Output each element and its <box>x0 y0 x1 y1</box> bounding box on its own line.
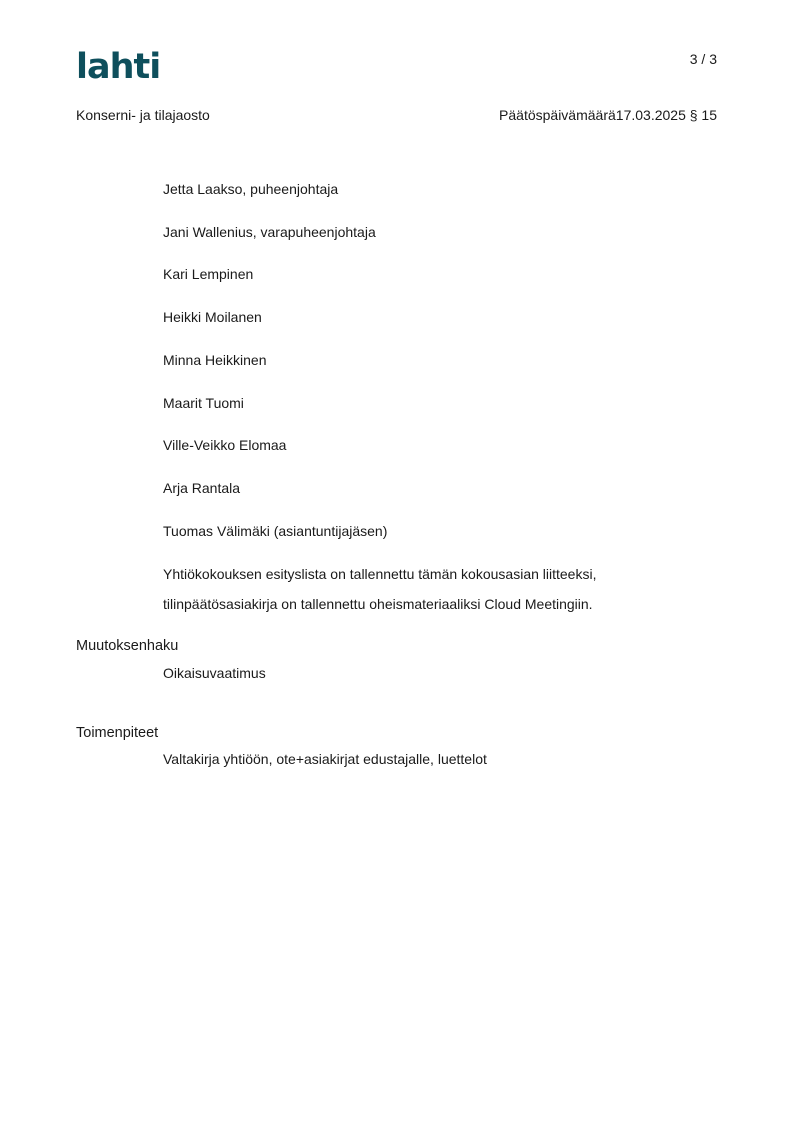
attendee-item: Heikki Moilanen <box>163 309 262 325</box>
lahti-logo <box>76 46 168 82</box>
attachment-note-line: Yhtiökokouksen esityslista on tallennettu tämän kokousasian liitteeksi, <box>163 566 597 582</box>
attendee-item: Jetta Laakso, puheenjohtaja <box>163 181 339 197</box>
attendee-item: Arja Rantala <box>163 480 241 496</box>
attendee-item: Kari Lempinen <box>163 266 254 282</box>
decision-date-label: Päätöspäivämäärä <box>499 107 616 123</box>
actions-heading: Toimenpiteet <box>76 725 159 741</box>
actions-text: Valtakirja yhtiöön, ote+asiakirjat edustajalle, luettelot <box>163 751 487 767</box>
attachment-note-line: tilinpäätösasiakirja on tallennettu oheismateriaaliksi Cloud Meetingiin. <box>163 596 593 612</box>
attendee-item: Minna Heikkinen <box>163 352 267 368</box>
attendee-item: Jani Wallenius, varapuheenjohtaja <box>163 224 376 240</box>
page-number: 3 / 3 <box>689 51 717 67</box>
decision-date: 17.03.2025 <box>615 107 686 123</box>
decision-date-header <box>499 107 717 123</box>
section-number: § 15 <box>689 107 717 123</box>
attachment-note <box>163 559 596 619</box>
appeal-heading: Muutoksenhaku <box>76 638 179 654</box>
appeal-text: Oikaisuvaatimus <box>163 665 266 681</box>
attendee-item: Maarit Tuomi <box>163 395 244 411</box>
logo-text: lahti <box>76 47 161 82</box>
committee-name: Konserni- ja tilajaosto <box>76 107 210 123</box>
attendee-item: Tuomas Välimäki (asiantuntijajäsen) <box>163 523 388 539</box>
attendee-item: Ville-Veikko Elomaa <box>163 437 287 453</box>
